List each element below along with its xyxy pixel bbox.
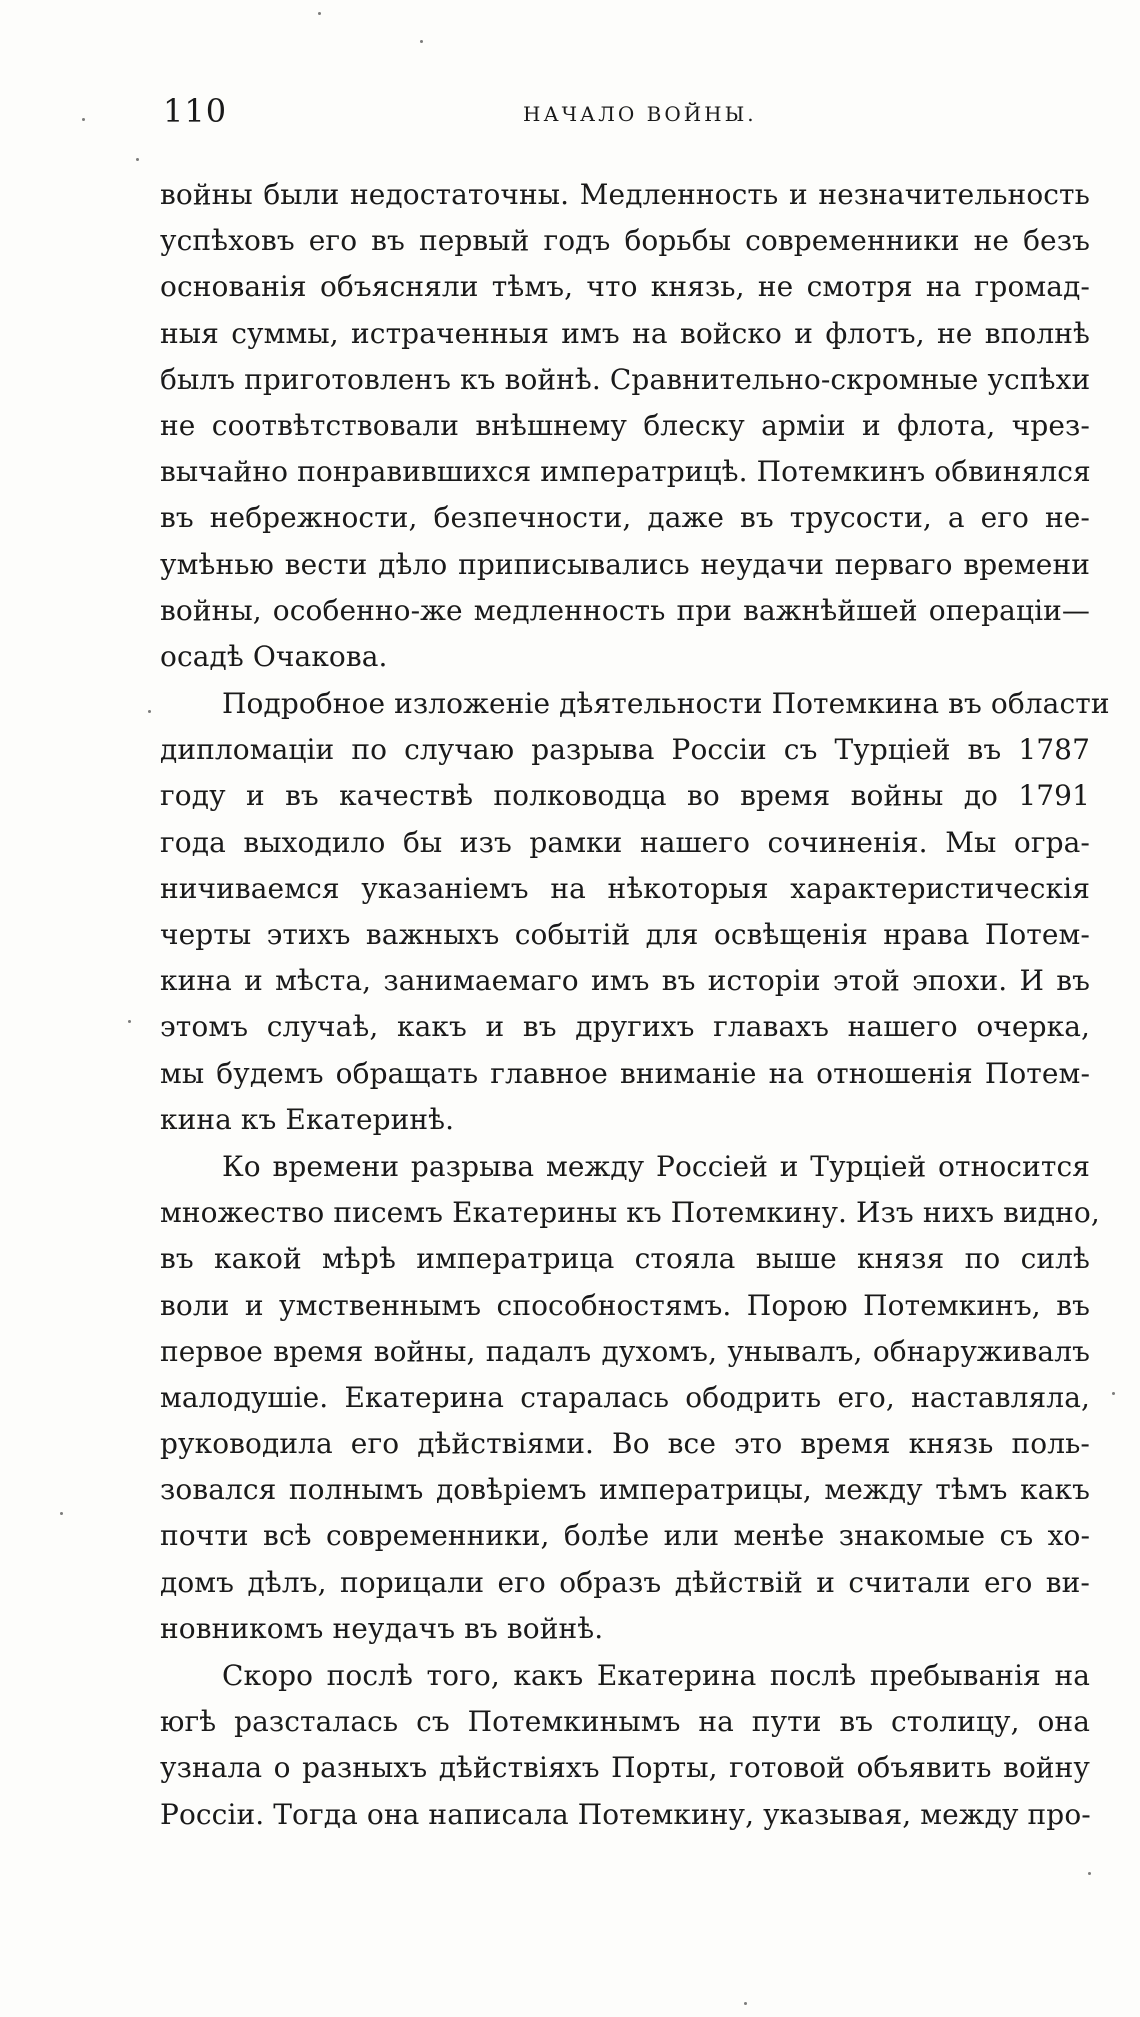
text-line: въ небрежности, безпечности, даже въ трусости, а его не-	[160, 501, 1090, 535]
text-line: не соотвѣтствовали внѣшнему блеску арміи и флота, чрез-	[160, 408, 1090, 442]
text-line: осадѣ Очакова.	[160, 639, 388, 673]
scan-speck	[1112, 1392, 1115, 1395]
scan-speck	[60, 1512, 63, 1515]
text-line: войны были недостаточны. Медленность и незначительность	[160, 178, 1090, 211]
text-line: Подробное изложеніе дѣятельности Потемкина въ области	[222, 687, 1110, 721]
text-line: первое время войны, падалъ духомъ, унывалъ, обнаруживалъ	[160, 1334, 1090, 1368]
text-line: малодушіе. Екатерина старалась ободрить его, наставляла,	[160, 1380, 1090, 1414]
text-line: былъ приготовленъ къ войнѣ. Сравнительно-скромные успѣхи	[160, 362, 1091, 396]
paragraph	[160, 681, 1110, 1143]
scan-speck	[128, 1020, 131, 1023]
running-title: НАЧАЛО ВОЙНЫ.	[523, 102, 757, 126]
page-number: 110	[163, 92, 228, 130]
text-line: Скоро послѣ того, какъ Екатерина послѣ пребыванія на	[222, 1659, 1090, 1692]
text-line: дипломаціи по случаю разрыва Россіи съ Турціей въ 1787	[160, 733, 1090, 767]
text-line: ничиваемся указаніемъ на нѣкоторыя характеристическія	[160, 871, 1090, 905]
text-line: ныя суммы, истраченныя имъ на войско и флотъ, не вполнѣ	[160, 316, 1090, 350]
paragraph	[160, 172, 1090, 680]
text-line: югѣ разсталась съ Потемкинымъ на пути въ столицу, она	[160, 1705, 1090, 1739]
text-line: кина къ Екатеринѣ.	[160, 1102, 455, 1136]
text-line: кина и мѣста, занимаемаго имъ въ исторіи этой эпохи. И въ	[160, 964, 1090, 998]
paragraph	[160, 1653, 1090, 1838]
paragraph	[160, 1144, 1100, 1652]
text-line: основанія объясняли тѣмъ, что князь, не смотря на громад-	[160, 270, 1090, 304]
text-line: новникомъ неудачъ въ войнѣ.	[160, 1611, 604, 1645]
text-line: умѣнью вести дѣло приписывались неудачи перваго времени	[160, 547, 1090, 581]
text-line: въ какой мѣрѣ императрица стояла выше князя по силѣ	[160, 1242, 1090, 1276]
text-line: вычайно понравившихся императрицѣ. Потемкинъ обвинялся	[160, 455, 1091, 489]
text-line: войны, особенно-же медленность при важнѣйшей операціи—	[160, 593, 1090, 627]
scan-speck	[420, 40, 423, 43]
text-line: Россіи. Тогда она написала Потемкину, указывая, между про-	[160, 1797, 1091, 1831]
text-line: успѣховъ его въ первый годъ борьбы современники не безъ	[160, 224, 1090, 258]
text-line: зовался полнымъ довѣріемъ императрицы, между тѣмъ какъ	[160, 1473, 1090, 1507]
scan-speck	[744, 2002, 747, 2005]
text-line: года выходило бы изъ рамки нашего сочиненія. Мы огра-	[160, 825, 1090, 859]
text-line: домъ дѣлъ, порицали его образъ дѣйствій и считали его ви-	[160, 1565, 1090, 1599]
page-header	[163, 92, 1089, 136]
text-line: множество писемъ Екатерины къ Потемкину. Изъ нихъ видно,	[160, 1196, 1100, 1230]
scan-speck	[148, 710, 151, 713]
text-line: году и въ качествѣ полководца во время войны до 1791	[160, 779, 1090, 813]
scan-speck	[82, 118, 85, 121]
text-line: мы будемъ обращать главное вниманіе на отношенія Потем-	[160, 1056, 1090, 1090]
body-text	[160, 172, 1110, 1839]
scan-speck	[136, 158, 139, 161]
scan-speck	[318, 12, 321, 15]
text-line: руководила его дѣйствіями. Во все это время князь поль-	[160, 1427, 1090, 1461]
text-line: этомъ случаѣ, какъ и въ другихъ главахъ нашего очерка,	[160, 1010, 1090, 1044]
text-line: почти всѣ современники, болѣе или менѣе знакомые съ хо-	[160, 1519, 1090, 1553]
text-line: воли и умственнымъ способностямъ. Порою Потемкинъ, въ	[160, 1288, 1090, 1322]
text-line: Ко времени разрыва между Россіей и Турціей относится	[222, 1149, 1090, 1183]
scan-speck	[1088, 1872, 1091, 1875]
text-line: узнала о разныхъ дѣйствіяхъ Порты, готовой объявить войну	[160, 1751, 1090, 1785]
text-line: черты этихъ важныхъ событій для освѣщенія нрава Потем-	[160, 918, 1090, 951]
